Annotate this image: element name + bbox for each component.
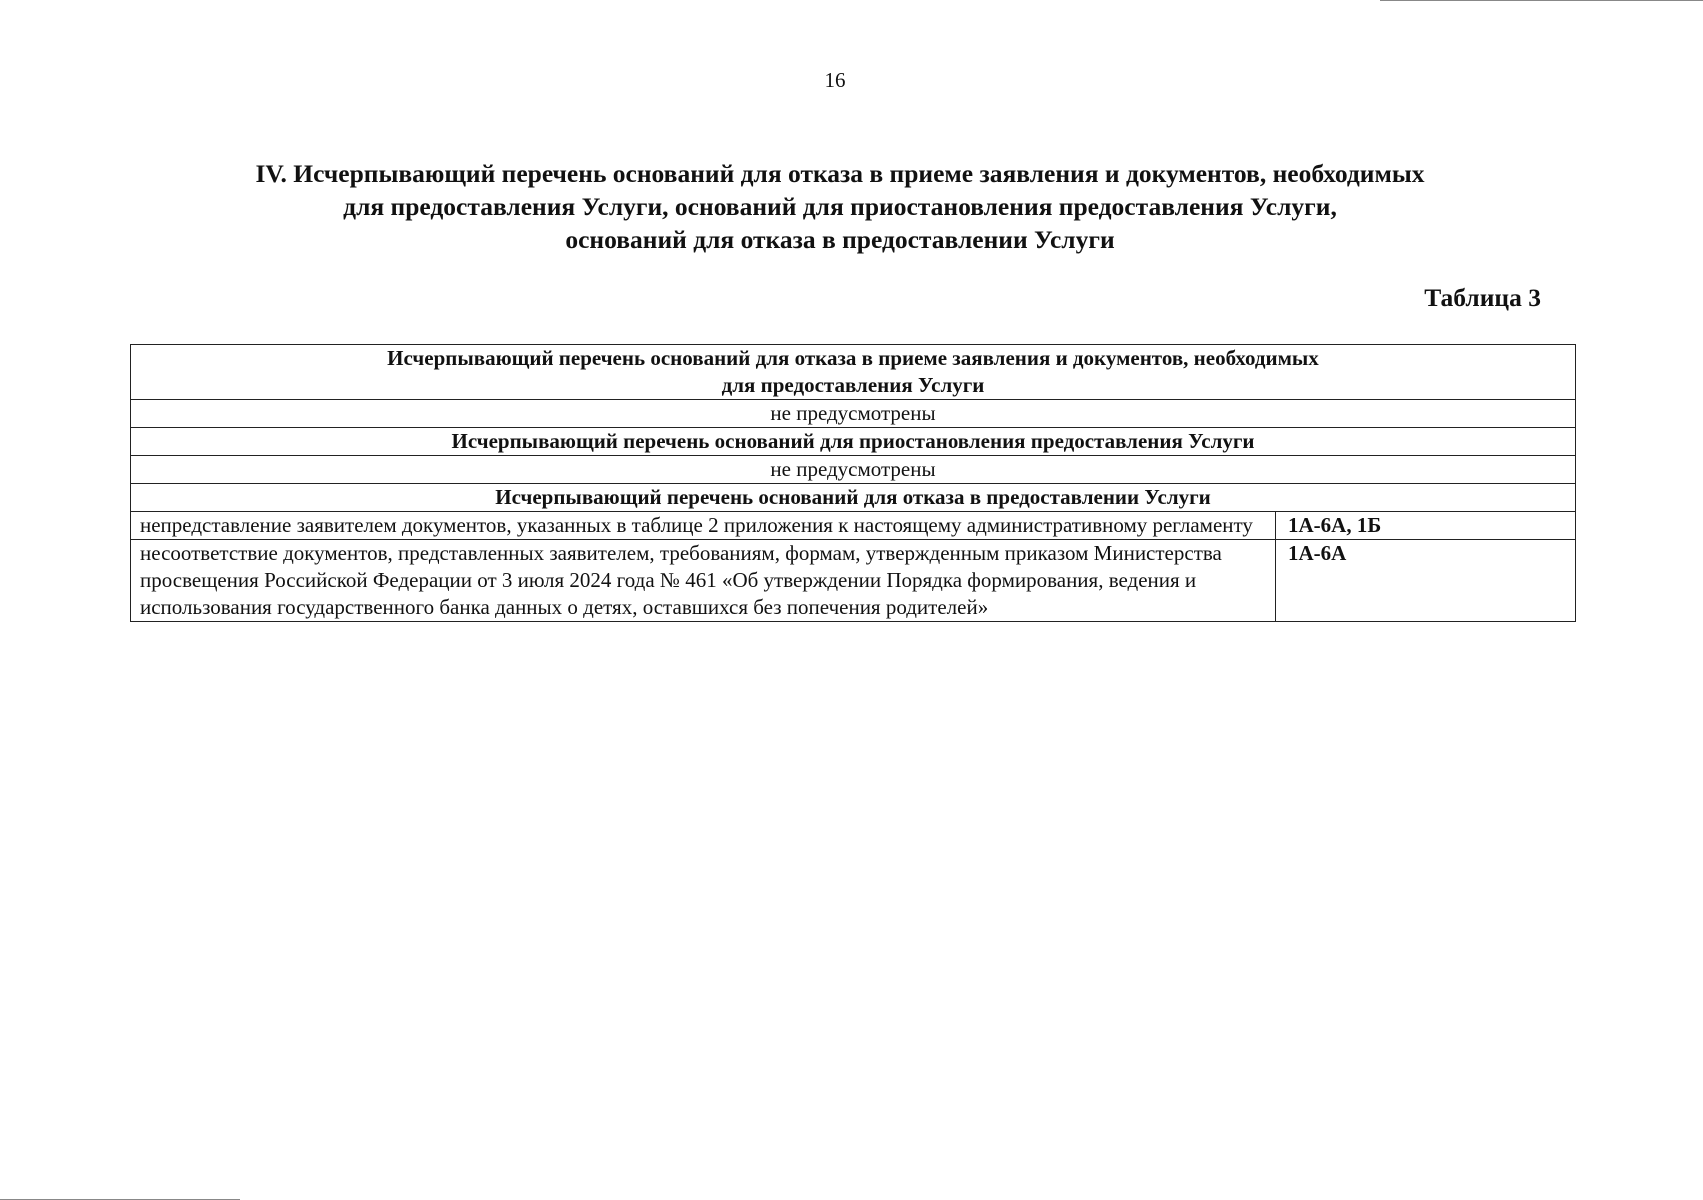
refusal-reception-header-line-1: Исчерпывающий перечень оснований для отказа в приеме заявления и документов, необходимых <box>387 346 1319 370</box>
section-title-line-3: оснований для отказа в предоставлении Услуги <box>565 225 1115 254</box>
code-cell: 1А-6А, 1Б <box>1276 512 1576 540</box>
page-number: 16 <box>824 68 846 92</box>
scan-edge-top <box>1380 0 1703 1</box>
reason-cell: непредставление заявителем документов, указанных в таблице 2 приложения к настоящему административному регламенту <box>131 512 1276 540</box>
grounds-table <box>130 344 1576 622</box>
section-title-line-1: IV. Исчерпывающий перечень оснований для отказа в приеме заявления и документов, необходимых <box>255 159 1425 188</box>
refusal-reception-header-line-2: для предоставления Услуги <box>721 373 985 397</box>
code-cell: 1А-6А <box>1276 540 1576 622</box>
table-row <box>131 484 1576 512</box>
table-row <box>131 428 1576 456</box>
section-title-line-2: для предоставления Услуги, оснований для приостановления предоставления Услуги, <box>343 192 1337 221</box>
table-row <box>131 512 1576 540</box>
table-caption: Таблица 3 <box>1424 283 1541 312</box>
section-title <box>130 157 1550 256</box>
refusal-reception-header <box>131 345 1576 400</box>
suspension-header: Исчерпывающий перечень оснований для приостановления предоставления Услуги <box>131 428 1576 456</box>
table-row <box>131 456 1576 484</box>
table-row <box>131 540 1576 622</box>
refusal-service-header: Исчерпывающий перечень оснований для отказа в предоставлении Услуги <box>131 484 1576 512</box>
table-row <box>131 345 1576 400</box>
reason-cell: несоответствие документов, представленных заявителем, требованиям, формам, утвержденным приказом Министерства просвещения Российской Федерации от 3 июля 2024 года № 461 «Об утверждении Порядка формирования, ведения и использования государственного банка данных о детях, оставшихся без попечения родителей» <box>131 540 1276 622</box>
refusal-reception-value: не предусмотрены <box>131 400 1576 428</box>
table-row <box>131 400 1576 428</box>
suspension-value: не предусмотрены <box>131 456 1576 484</box>
